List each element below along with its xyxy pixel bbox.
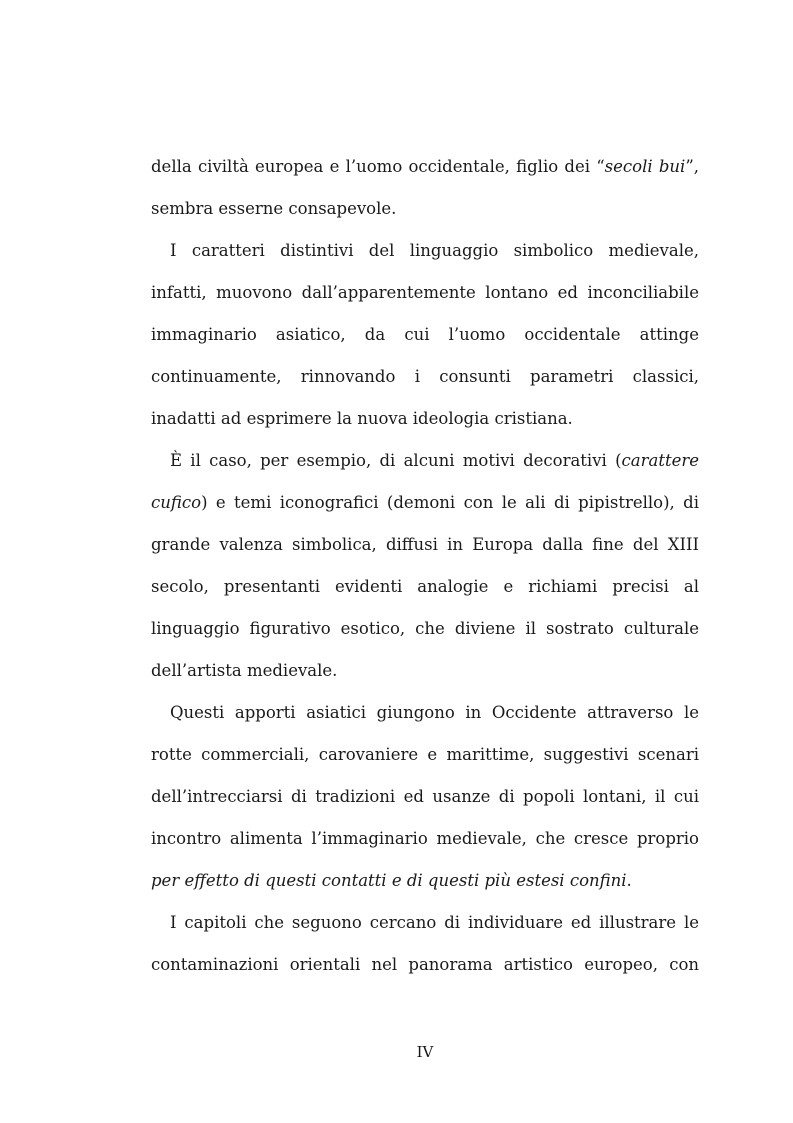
paragraph-line: sembra esserne consapevole.: [151, 199, 397, 218]
paragraph-line: infatti, muovono dall’apparentemente lontano ed inconciliabile: [151, 283, 699, 302]
paragraph-line: [151, 860, 699, 902]
paragraph-4: [151, 692, 699, 902]
paragraph-line: [151, 146, 699, 188]
paragraph-1: [151, 146, 699, 230]
text-run: È il caso, per esempio, di alcuni motivi decorativi (: [170, 451, 622, 470]
italic-text: secoli bui: [604, 157, 686, 176]
italic-text: carattere: [621, 451, 699, 470]
italic-text: per effetto di questi contatti e di questi più estesi confini: [151, 871, 627, 890]
paragraph-line: continuamente, rinnovando i consunti parametri classici,: [151, 367, 699, 386]
text-run: ”,: [685, 157, 699, 176]
paragraph-line: secolo, presentanti evidenti analogie e richiami precisi al: [151, 577, 699, 596]
text-run: .: [626, 871, 632, 890]
paragraph-2: [151, 230, 699, 440]
paragraph-line: dell’artista medievale.: [151, 661, 338, 680]
paragraph-line: [151, 482, 699, 524]
italic-text: cufico: [151, 493, 202, 512]
text-run: ) e temi iconografici (demoni con le ali di pipistrello), di: [201, 493, 699, 512]
paragraph-line: grande valenza simbolica, diffusi in Europa dalla fine del XIII: [151, 535, 699, 554]
paragraph-line: contaminazioni orientali nel panorama artistico europeo, con: [151, 955, 699, 974]
paragraph-line: Questi apporti asiatici giungono in Occidente attraverso le: [170, 703, 699, 722]
paragraph-line: rotte commerciali, carovaniere e marittime, suggestivi scenari: [151, 745, 699, 764]
paragraph-line: I caratteri distintivi del linguaggio simbolico medievale,: [170, 241, 699, 260]
paragraph-line: immaginario asiatico, da cui l’uomo occidentale attinge: [151, 325, 699, 344]
document-page: [151, 146, 699, 986]
paragraph-line: inadatti ad esprimere la nuova ideologia cristiana.: [151, 409, 573, 428]
paragraph-line: incontro alimenta l’immaginario medievale, che cresce proprio: [151, 829, 699, 848]
paragraph-5: [151, 902, 699, 986]
page-number: IV: [416, 1043, 434, 1061]
paragraph-line: dell’intrecciarsi di tradizioni ed usanze di popoli lontani, il cui: [151, 787, 699, 806]
paragraph-line: [151, 440, 699, 482]
paragraph-line: linguaggio figurativo esotico, che diviene il sostrato culturale: [151, 619, 699, 638]
text-run: della civiltà europea e l’uomo occidentale, figlio dei “: [151, 157, 605, 176]
paragraph-3: [151, 440, 699, 692]
paragraph-line: I capitoli che seguono cercano di individuare ed illustrare le: [170, 913, 699, 932]
